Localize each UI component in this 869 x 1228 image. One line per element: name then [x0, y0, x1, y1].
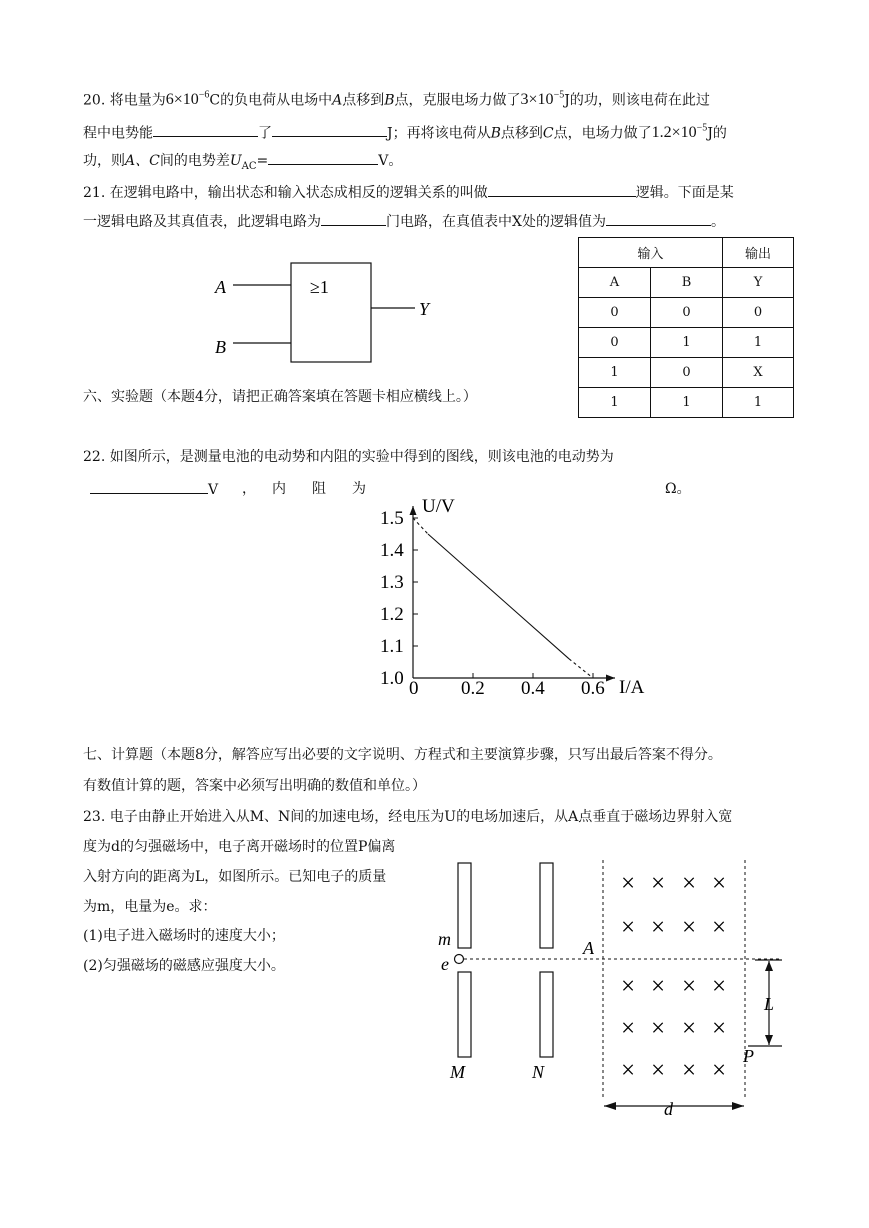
label-plate-n: N [532, 1062, 545, 1082]
x-tick-label: 0 [409, 678, 419, 699]
field-cross-icon: × [651, 914, 666, 941]
q21-line1: 21. 在逻辑电路中，输出状态和输入状态成相反的逻辑关系的叫做 逻辑。下面是某 [83, 182, 734, 203]
series-line-dashed [569, 659, 593, 678]
q22-line2: V ， 内 阻 为 Ω。 [90, 479, 720, 500]
label-plate-m: M [450, 1062, 465, 1082]
table-row [579, 328, 794, 358]
q23-line3: 入射方向的距离为L，如图所示。已知电子的质量 [83, 869, 387, 885]
section-7-line2: 有数值计算的题，答案中必须写出明确的数值和单位。） [83, 778, 426, 794]
answer-blank-gate[interactable] [321, 211, 386, 226]
x-tick-label: 0.2 [461, 678, 485, 699]
ui-chart [370, 490, 660, 705]
field-cross-icon: × [712, 973, 727, 1000]
gate-input-a-label: A [215, 277, 226, 297]
section-6-heading: 六、实验题（本题4分，请把正确答案填在答题卡相应横线上。） [83, 389, 477, 405]
table-cell: 0 [651, 358, 723, 388]
y-tick-label: 1.0 [380, 668, 404, 689]
label-p: P [743, 1046, 754, 1066]
x-axis-label: I/A [619, 677, 645, 698]
table-cell: 1 [723, 388, 794, 418]
answer-blank-voltage[interactable] [268, 150, 378, 165]
y-axis-arrow [410, 506, 417, 515]
answer-blank-logic[interactable] [488, 182, 636, 197]
x-axis-arrow [606, 675, 615, 682]
header-input: 输入 [579, 238, 723, 268]
table-row [579, 388, 794, 418]
q20-line3: 功，则A、C间的电势差$U_{AC}= V$。 [83, 150, 402, 177]
field-cross-icon: × [712, 1057, 727, 1084]
truth-table [578, 237, 794, 418]
field-cross-icon: × [621, 1057, 636, 1084]
plate-n-upper [540, 863, 553, 948]
y-axis-label: U/V [422, 496, 455, 517]
x-tick-label: 0.4 [521, 678, 545, 699]
magnetic-field-diagram [430, 850, 790, 1130]
table-cell: X [723, 358, 794, 388]
table-cell: 0 [651, 298, 723, 328]
label-a: A [583, 938, 594, 958]
table-cell: 1 [723, 328, 794, 358]
q22-line1: 22. 如图所示，是测量电池的电动势和内阻的实验中得到的图线，则该电池的电动势为 [83, 449, 614, 465]
field-cross-icon: × [621, 1015, 636, 1042]
field-cross-icon: × [682, 914, 697, 941]
field-crosses [621, 870, 726, 1084]
gate-input-b-label: B [215, 337, 226, 357]
q21-line2: 一逻辑电路及其真值表，此逻辑电路为 门电路，在真值表中X处的逻辑值为 。 [83, 211, 725, 232]
field-cross-icon: × [712, 914, 727, 941]
col-a: A [579, 268, 651, 298]
table-cell: 0 [579, 328, 651, 358]
series-line [428, 534, 569, 659]
label-l: L [764, 994, 775, 1014]
answer-blank-emf[interactable] [90, 479, 208, 494]
field-cross-icon: × [651, 1015, 666, 1042]
q23-line4: 为m，电量为e。求： [83, 899, 217, 915]
work2-value: $1.2\times 10^{-5}$ [651, 123, 708, 142]
series-line-dashed [413, 518, 428, 534]
table-header-row [579, 238, 794, 268]
section-7-line1: 七、计算题（本题8分，解答应写出必要的文字说明、方程式和主要演算步骤，只写出最后答案不得分。 [83, 747, 722, 763]
label-d: d [664, 1099, 673, 1119]
label-e: e [441, 954, 449, 974]
plate-m-lower [458, 972, 471, 1057]
charge-value: $6\times 10^{-6}$ [165, 90, 210, 109]
gate-symbol: ≥1 [310, 277, 329, 297]
table-cell: 1 [579, 358, 651, 388]
field-cross-icon: × [621, 914, 636, 941]
field-cross-icon: × [682, 1057, 697, 1084]
table-row [579, 298, 794, 328]
table-cell: 1 [651, 388, 723, 418]
l-arrow-up [765, 961, 773, 971]
field-cross-icon: × [712, 870, 727, 897]
q20-line2: 程中电势能 了 J；再将该电荷从B点移到C点，电场力做了$1.2\times 10^{-5}J$的 [83, 123, 727, 142]
answer-blank-energy[interactable] [153, 122, 258, 137]
q23-line6: (2)匀强磁场的磁感应强度大小。 [83, 958, 285, 974]
q23-line1: 23. 电子由静止开始进入从M、N间的加速电场，经电压为U的电场加速后，从A点垂直于磁场边界射入宽 [83, 809, 733, 825]
work-value: $3\times 10^{-5}$ [520, 90, 565, 109]
field-cross-icon: × [712, 1015, 727, 1042]
col-y: Y [723, 268, 794, 298]
table-cell: 0 [579, 298, 651, 328]
answer-blank-energy-change[interactable] [272, 122, 387, 137]
electron-source [455, 955, 464, 964]
y-tick-label: 1.3 [380, 572, 404, 593]
or-gate-box [291, 263, 371, 362]
label-m: m [438, 929, 451, 949]
logic-gate-diagram [205, 255, 450, 375]
field-cross-icon: × [621, 870, 636, 897]
d-arrow-right [732, 1102, 744, 1110]
table-column-row [579, 268, 794, 298]
field-cross-icon: × [651, 1057, 666, 1084]
table-cell: 1 [579, 388, 651, 418]
table-cell: 1 [651, 328, 723, 358]
y-tick-label: 1.5 [380, 508, 404, 529]
table-cell: 0 [723, 298, 794, 328]
gate-output-label: Y [419, 299, 430, 319]
y-tick-label: 1.4 [380, 540, 404, 561]
header-output: 输出 [723, 238, 794, 268]
y-tick-label: 1.2 [380, 604, 404, 625]
plate-n-lower [540, 972, 553, 1057]
field-cross-icon: × [651, 973, 666, 1000]
col-b: B [651, 268, 723, 298]
y-tick-label: 1.1 [380, 636, 404, 657]
q23-line5: (1)电子进入磁场时的速度大小； [83, 928, 285, 944]
x-tick-label: 0.6 [581, 678, 605, 699]
q20-line1: 20. 将电量为$6\times 10^{-6}C$的负电荷从电场中A点移到B点，克服电场力做了$3\times 10^{-5}J$的功，则该电荷在此过 [83, 90, 710, 109]
answer-blank-x-value[interactable] [606, 211, 711, 226]
field-cross-icon: × [682, 870, 697, 897]
field-cross-icon: × [651, 870, 666, 897]
field-cross-icon: × [621, 973, 636, 1000]
plate-m-upper [458, 863, 471, 948]
l-arrow-down [765, 1035, 773, 1045]
table-row [579, 358, 794, 388]
q23-line2: 度为d的匀强磁场中，电子离开磁场时的位置P偏离 [83, 839, 396, 855]
field-cross-icon: × [682, 1015, 697, 1042]
field-cross-icon: × [682, 973, 697, 1000]
d-arrow-left [604, 1102, 616, 1110]
